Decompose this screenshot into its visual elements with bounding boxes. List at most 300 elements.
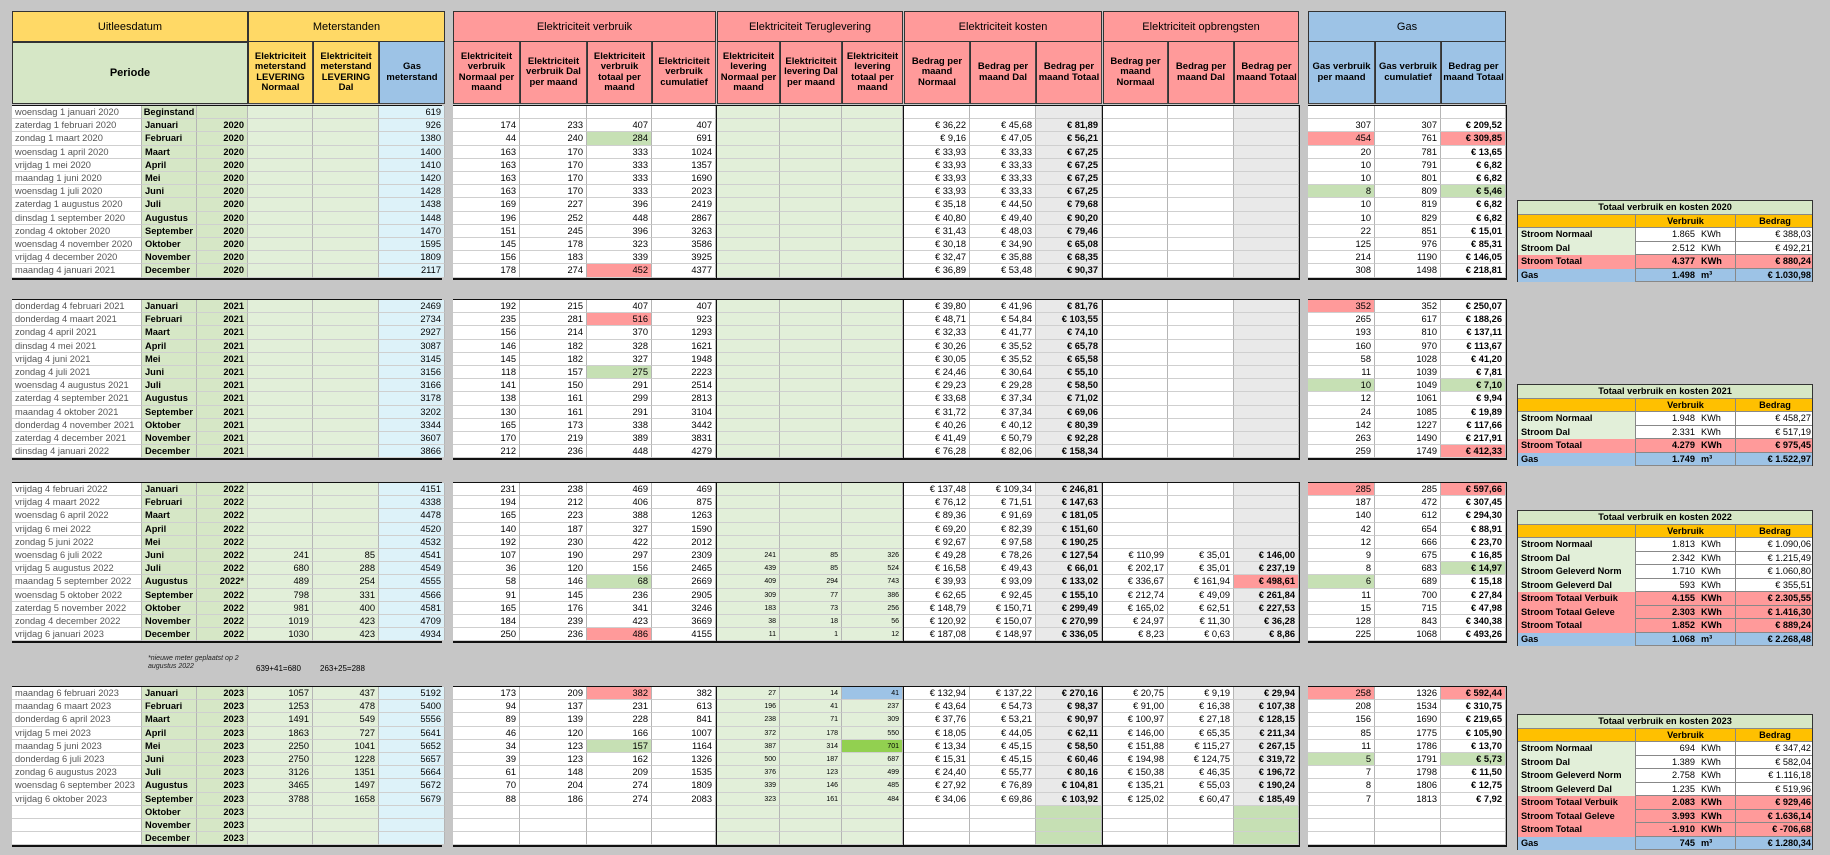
cell-y[interactable]: 2022 — [197, 483, 248, 496]
cell-o0[interactable] — [1103, 483, 1168, 496]
cell-k2[interactable]: € 62,11 — [1036, 727, 1102, 740]
cell-v1[interactable]: 148 — [520, 766, 587, 779]
cell-o1[interactable] — [1168, 326, 1234, 339]
cell-o1[interactable]: € 60,47 — [1168, 793, 1234, 806]
cell-k1[interactable]: € 150,07 — [970, 615, 1036, 628]
cell-dl[interactable] — [313, 340, 379, 353]
cell-o2[interactable]: € 261,84 — [1234, 589, 1299, 602]
cell-k2[interactable]: € 92,28 — [1036, 432, 1102, 445]
cell-v3[interactable]: 1357 — [652, 159, 716, 172]
cell-v0[interactable]: 70 — [453, 779, 520, 792]
cell-v3[interactable]: 2023 — [652, 185, 716, 198]
cell-n[interactable]: 241 — [248, 549, 313, 562]
cell-g0[interactable]: 8 — [1308, 562, 1375, 575]
cell-k1[interactable]: € 148,97 — [970, 628, 1036, 641]
cell-g[interactable]: 5679 — [379, 793, 445, 806]
cell-v2[interactable]: 486 — [587, 628, 652, 641]
cell-v3[interactable]: 923 — [652, 313, 716, 326]
cell-y[interactable]: 2022 — [197, 536, 248, 549]
cell-n[interactable]: 1057 — [248, 687, 313, 700]
cell-v2[interactable]: 422 — [587, 536, 652, 549]
cell-o2[interactable]: € 498,61 — [1234, 575, 1299, 588]
cell-d[interactable]: donderdag 6 april 2023 — [12, 713, 142, 726]
cell-g0[interactable]: 156 — [1308, 713, 1375, 726]
cell-v1[interactable]: 227 — [520, 198, 587, 211]
cell-v0[interactable]: 192 — [453, 300, 520, 313]
cell-y[interactable]: 2023 — [197, 832, 248, 845]
cell-k0[interactable]: € 33,93 — [904, 172, 970, 185]
cell-k1[interactable]: € 150,71 — [970, 602, 1036, 615]
cell-m[interactable]: Juli — [142, 379, 197, 392]
cell-t2[interactable]: 499 — [842, 766, 903, 779]
cell-o1[interactable]: € 124,75 — [1168, 753, 1234, 766]
cell-v3[interactable]: 2514 — [652, 379, 716, 392]
cell-g[interactable]: 3178 — [379, 392, 445, 405]
cell-y[interactable]: 2023 — [197, 727, 248, 740]
cell-k1[interactable] — [970, 832, 1036, 845]
cell-v0[interactable] — [453, 806, 520, 819]
cell-v3[interactable]: 3586 — [652, 238, 716, 251]
cell-v1[interactable]: 190 — [520, 549, 587, 562]
cell-k2[interactable]: € 127,54 — [1036, 549, 1102, 562]
cell-v2[interactable]: 407 — [587, 300, 652, 313]
cell-n[interactable] — [248, 432, 313, 445]
cell-m[interactable]: April — [142, 159, 197, 172]
cell-v0[interactable]: 165 — [453, 509, 520, 522]
cell-g1[interactable]: 1490 — [1375, 432, 1441, 445]
cell-t0[interactable] — [717, 432, 780, 445]
cell-dl[interactable]: 400 — [313, 602, 379, 615]
cell-d[interactable]: zondag 4 juli 2021 — [12, 366, 142, 379]
cell-y[interactable]: 2020 — [197, 159, 248, 172]
cell-o2[interactable] — [1234, 132, 1299, 145]
cell-d[interactable]: dinsdag 4 januari 2022 — [12, 445, 142, 458]
cell-v3[interactable]: 841 — [652, 713, 716, 726]
cell-v2[interactable]: 407 — [587, 119, 652, 132]
cell-v1[interactable]: 157 — [520, 366, 587, 379]
cell-k2[interactable]: € 98,37 — [1036, 700, 1102, 713]
cell-o1[interactable]: € 65,35 — [1168, 727, 1234, 740]
cell-g2[interactable]: € 218,81 — [1441, 264, 1506, 277]
cell-n[interactable] — [248, 238, 313, 251]
cell-d[interactable]: dinsdag 1 september 2020 — [12, 212, 142, 225]
cell-g0[interactable]: 15 — [1308, 602, 1375, 615]
cell-dl[interactable] — [313, 509, 379, 522]
cell-o2[interactable] — [1234, 509, 1299, 522]
cell-o2[interactable]: € 211,34 — [1234, 727, 1299, 740]
cell-v3[interactable]: 2223 — [652, 366, 716, 379]
cell-o2[interactable] — [1234, 119, 1299, 132]
cell-dl[interactable] — [313, 198, 379, 211]
cell-o0[interactable] — [1103, 146, 1168, 159]
cell-t2[interactable] — [842, 392, 903, 405]
cell-v3[interactable]: 1621 — [652, 340, 716, 353]
cell-t2[interactable]: 41 — [842, 687, 903, 700]
cell-g1[interactable]: 1534 — [1375, 700, 1441, 713]
cell-d[interactable]: zondag 4 december 2022 — [12, 615, 142, 628]
cell-g2[interactable]: € 597,66 — [1441, 483, 1506, 496]
cell-dl[interactable]: 331 — [313, 589, 379, 602]
cell-d[interactable]: donderdag 4 februari 2021 — [12, 300, 142, 313]
cell-g2[interactable]: € 27,84 — [1441, 589, 1506, 602]
cell-g1[interactable]: 1798 — [1375, 766, 1441, 779]
cell-k2[interactable]: € 65,58 — [1036, 353, 1102, 366]
cell-v3[interactable] — [652, 106, 716, 119]
cell-g2[interactable]: € 6,82 — [1441, 212, 1506, 225]
cell-v3[interactable]: 1293 — [652, 326, 716, 339]
cell-n[interactable] — [248, 806, 313, 819]
cell-g[interactable]: 5641 — [379, 727, 445, 740]
cell-g[interactable]: 5400 — [379, 700, 445, 713]
cell-t2[interactable] — [842, 523, 903, 536]
cell-d[interactable]: woensdag 6 juli 2022 — [12, 549, 142, 562]
cell-k2[interactable]: € 181,05 — [1036, 509, 1102, 522]
cell-dl[interactable] — [313, 313, 379, 326]
cell-v2[interactable]: 156 — [587, 562, 652, 575]
cell-k2[interactable]: € 147,63 — [1036, 496, 1102, 509]
cell-v2[interactable]: 338 — [587, 419, 652, 432]
cell-g0[interactable]: 24 — [1308, 406, 1375, 419]
cell-g1[interactable]: 1049 — [1375, 379, 1441, 392]
totals-verbruik[interactable]: 2.083 — [1672, 797, 1695, 807]
cell-t2[interactable] — [842, 146, 903, 159]
cell-g1[interactable] — [1375, 832, 1441, 845]
cell-v3[interactable] — [652, 819, 716, 832]
cell-v3[interactable]: 3831 — [652, 432, 716, 445]
cell-dl[interactable] — [313, 536, 379, 549]
cell-t2[interactable] — [842, 832, 903, 845]
cell-m[interactable]: Januari — [142, 687, 197, 700]
cell-n[interactable] — [248, 819, 313, 832]
totals-bedrag[interactable]: € 517,19 — [1775, 426, 1811, 437]
cell-v3[interactable]: 3669 — [652, 615, 716, 628]
cell-d[interactable]: donderdag 4 maart 2021 — [12, 313, 142, 326]
cell-o1[interactable] — [1168, 392, 1234, 405]
cell-t1[interactable] — [780, 496, 842, 509]
cell-t1[interactable] — [780, 366, 842, 379]
totals-bedrag[interactable]: € 1.636,14 — [1767, 810, 1811, 821]
cell-o0[interactable]: € 150,38 — [1103, 766, 1168, 779]
cell-y[interactable]: 2023 — [197, 766, 248, 779]
totals-bedrag[interactable]: € 975,45 — [1775, 440, 1811, 450]
cell-g[interactable]: 3166 — [379, 379, 445, 392]
cell-t2[interactable] — [842, 432, 903, 445]
cell-g0[interactable]: 140 — [1308, 509, 1375, 522]
cell-k0[interactable]: € 15,31 — [904, 753, 970, 766]
cell-v3[interactable]: 2867 — [652, 212, 716, 225]
cell-t2[interactable]: 309 — [842, 713, 903, 726]
cell-t1[interactable] — [780, 406, 842, 419]
cell-v0[interactable]: 138 — [453, 392, 520, 405]
cell-o1[interactable] — [1168, 819, 1234, 832]
cell-k1[interactable]: € 97,58 — [970, 536, 1036, 549]
cell-t2[interactable]: 524 — [842, 562, 903, 575]
cell-o2[interactable]: € 227,53 — [1234, 602, 1299, 615]
cell-k2[interactable] — [1036, 806, 1102, 819]
cell-k2[interactable]: € 56,21 — [1036, 132, 1102, 145]
cell-t1[interactable]: 85 — [780, 562, 842, 575]
cell-k1[interactable]: € 37,34 — [970, 406, 1036, 419]
cell-g[interactable]: 926 — [379, 119, 445, 132]
cell-g2[interactable]: € 16,85 — [1441, 549, 1506, 562]
cell-y[interactable]: 2023 — [197, 819, 248, 832]
cell-n[interactable] — [248, 536, 313, 549]
cell-v2[interactable]: 299 — [587, 392, 652, 405]
cell-k0[interactable]: € 33,93 — [904, 146, 970, 159]
cell-m[interactable]: Juni — [142, 185, 197, 198]
cell-n[interactable]: 981 — [248, 602, 313, 615]
cell-g1[interactable]: 809 — [1375, 185, 1441, 198]
cell-v3[interactable]: 3925 — [652, 251, 716, 264]
cell-y[interactable]: 2020 — [197, 119, 248, 132]
cell-t2[interactable] — [842, 419, 903, 432]
totals-bedrag[interactable]: € 388,03 — [1775, 229, 1811, 239]
cell-t1[interactable] — [780, 225, 842, 238]
cell-o1[interactable]: € 62,51 — [1168, 602, 1234, 615]
totals-bedrag[interactable]: € 582,04 — [1775, 756, 1811, 767]
cell-v0[interactable]: 145 — [453, 353, 520, 366]
totals-bedrag[interactable]: € 1.280,34 — [1767, 837, 1811, 848]
cell-d[interactable]: zondag 4 oktober 2020 — [12, 225, 142, 238]
cell-m[interactable]: November — [142, 432, 197, 445]
cell-k2[interactable]: € 67,25 — [1036, 159, 1102, 172]
cell-v0[interactable]: 146 — [453, 340, 520, 353]
cell-dl[interactable] — [313, 523, 379, 536]
cell-k0[interactable] — [904, 819, 970, 832]
cell-dl[interactable] — [313, 832, 379, 845]
cell-g0[interactable]: 265 — [1308, 313, 1375, 326]
cell-t1[interactable] — [780, 379, 842, 392]
cell-k0[interactable]: € 32,47 — [904, 251, 970, 264]
cell-d[interactable]: donderdag 6 juli 2023 — [12, 753, 142, 766]
cell-g[interactable]: 4934 — [379, 628, 445, 641]
cell-k2[interactable]: € 104,81 — [1036, 779, 1102, 792]
cell-k2[interactable]: € 90,37 — [1036, 264, 1102, 277]
cell-y[interactable]: 2020 — [197, 238, 248, 251]
cell-t2[interactable] — [842, 340, 903, 353]
cell-k2[interactable]: € 151,60 — [1036, 523, 1102, 536]
cell-dl[interactable] — [313, 445, 379, 458]
cell-g0[interactable]: 208 — [1308, 700, 1375, 713]
cell-t2[interactable] — [842, 212, 903, 225]
cell-k2[interactable] — [1036, 832, 1102, 845]
cell-dl[interactable] — [313, 419, 379, 432]
cell-n[interactable] — [248, 172, 313, 185]
cell-o1[interactable]: € 115,27 — [1168, 740, 1234, 753]
cell-g1[interactable]: 617 — [1375, 313, 1441, 326]
cell-o1[interactable] — [1168, 832, 1234, 845]
cell-y[interactable]: 2022 — [197, 509, 248, 522]
cell-m[interactable]: September — [142, 589, 197, 602]
cell-n[interactable] — [248, 264, 313, 277]
cell-k1[interactable]: € 34,90 — [970, 238, 1036, 251]
cell-g2[interactable]: € 15,01 — [1441, 225, 1506, 238]
cell-v2[interactable]: 275 — [587, 366, 652, 379]
cell-m[interactable]: Mei — [142, 740, 197, 753]
cell-t0[interactable] — [717, 406, 780, 419]
cell-k1[interactable]: € 33,33 — [970, 146, 1036, 159]
cell-o0[interactable] — [1103, 406, 1168, 419]
totals-verbruik[interactable]: 2.331 — [1672, 426, 1695, 437]
cell-o0[interactable] — [1103, 132, 1168, 145]
cell-m[interactable]: April — [142, 340, 197, 353]
cell-k2[interactable]: € 67,25 — [1036, 146, 1102, 159]
cell-d[interactable]: woensdag 1 januari 2020 — [12, 106, 142, 119]
cell-t2[interactable] — [842, 483, 903, 496]
cell-g2[interactable]: € 217,91 — [1441, 432, 1506, 445]
cell-v0[interactable]: 169 — [453, 198, 520, 211]
cell-k0[interactable]: € 34,06 — [904, 793, 970, 806]
cell-y[interactable]: 2023 — [197, 713, 248, 726]
cell-m[interactable]: Oktober — [142, 602, 197, 615]
cell-v1[interactable]: 182 — [520, 340, 587, 353]
cell-m[interactable]: Maart — [142, 326, 197, 339]
cell-o2[interactable] — [1234, 340, 1299, 353]
cell-dl[interactable]: 1041 — [313, 740, 379, 753]
cell-g0[interactable]: 85 — [1308, 727, 1375, 740]
cell-v3[interactable]: 1164 — [652, 740, 716, 753]
cell-g[interactable]: 4151 — [379, 483, 445, 496]
cell-v3[interactable]: 1007 — [652, 727, 716, 740]
cell-t2[interactable] — [842, 313, 903, 326]
cell-v1[interactable]: 178 — [520, 238, 587, 251]
cell-o0[interactable]: € 125,02 — [1103, 793, 1168, 806]
cell-y[interactable]: 2021 — [197, 366, 248, 379]
cell-g[interactable]: 4549 — [379, 562, 445, 575]
cell-v1[interactable]: 219 — [520, 432, 587, 445]
cell-y[interactable]: 2021 — [197, 353, 248, 366]
cell-m[interactable]: Februari — [142, 700, 197, 713]
cell-k0[interactable]: € 187,08 — [904, 628, 970, 641]
cell-t1[interactable]: 85 — [780, 549, 842, 562]
cell-g2[interactable]: € 412,33 — [1441, 445, 1506, 458]
cell-d[interactable]: donderdag 4 november 2021 — [12, 419, 142, 432]
cell-o0[interactable] — [1103, 496, 1168, 509]
cell-y[interactable]: 2021 — [197, 300, 248, 313]
cell-k1[interactable]: € 35,88 — [970, 251, 1036, 264]
cell-m[interactable]: September — [142, 406, 197, 419]
cell-v0[interactable]: 165 — [453, 419, 520, 432]
cell-o2[interactable] — [1234, 353, 1299, 366]
cell-v3[interactable]: 2813 — [652, 392, 716, 405]
cell-t2[interactable] — [842, 326, 903, 339]
cell-t1[interactable] — [780, 238, 842, 251]
cell-y[interactable]: 2022 — [197, 523, 248, 536]
cell-g1[interactable]: 843 — [1375, 615, 1441, 628]
cell-m[interactable]: December — [142, 628, 197, 641]
totals-bedrag[interactable]: € 355,51 — [1775, 579, 1811, 590]
cell-v3[interactable]: 875 — [652, 496, 716, 509]
cell-t1[interactable]: 314 — [780, 740, 842, 753]
cell-v3[interactable]: 2905 — [652, 589, 716, 602]
cell-y[interactable]: 2023 — [197, 793, 248, 806]
cell-g[interactable] — [379, 832, 445, 845]
cell-o2[interactable]: € 36,28 — [1234, 615, 1299, 628]
cell-g1[interactable] — [1375, 106, 1441, 119]
cell-t0[interactable] — [717, 106, 780, 119]
cell-o0[interactable]: € 202,17 — [1103, 562, 1168, 575]
cell-o1[interactable] — [1168, 172, 1234, 185]
cell-g1[interactable]: 683 — [1375, 562, 1441, 575]
cell-v3[interactable]: 2012 — [652, 536, 716, 549]
cell-k0[interactable]: € 33,68 — [904, 392, 970, 405]
cell-y[interactable] — [197, 106, 248, 119]
cell-v1[interactable] — [520, 106, 587, 119]
cell-g[interactable]: 2734 — [379, 313, 445, 326]
cell-o0[interactable] — [1103, 353, 1168, 366]
cell-t0[interactable] — [717, 119, 780, 132]
cell-g0[interactable]: 22 — [1308, 225, 1375, 238]
cell-t1[interactable] — [780, 313, 842, 326]
cell-y[interactable]: 2020 — [197, 212, 248, 225]
cell-k1[interactable]: € 54,73 — [970, 700, 1036, 713]
cell-t0[interactable]: 241 — [717, 549, 780, 562]
cell-k1[interactable]: € 55,77 — [970, 766, 1036, 779]
cell-g[interactable]: 5192 — [379, 687, 445, 700]
cell-y[interactable]: 2023 — [197, 753, 248, 766]
cell-t1[interactable]: 178 — [780, 727, 842, 740]
cell-g0[interactable]: 20 — [1308, 146, 1375, 159]
cell-dl[interactable] — [313, 264, 379, 277]
cell-d[interactable]: zondag 1 maart 2020 — [12, 132, 142, 145]
cell-g2[interactable]: € 146,05 — [1441, 251, 1506, 264]
cell-g0[interactable]: 128 — [1308, 615, 1375, 628]
cell-k2[interactable]: € 60,46 — [1036, 753, 1102, 766]
cell-dl[interactable] — [313, 251, 379, 264]
cell-t0[interactable]: 339 — [717, 779, 780, 792]
cell-t1[interactable]: 41 — [780, 700, 842, 713]
cell-o2[interactable]: € 29,94 — [1234, 687, 1299, 700]
cell-d[interactable]: zondag 6 augustus 2023 — [12, 766, 142, 779]
cell-g0[interactable]: 8 — [1308, 185, 1375, 198]
cell-m[interactable]: Oktober — [142, 419, 197, 432]
cell-t2[interactable]: 550 — [842, 727, 903, 740]
totals-bedrag[interactable]: € 2.305,55 — [1767, 593, 1811, 603]
cell-k0[interactable]: € 18,05 — [904, 727, 970, 740]
cell-g2[interactable]: € 23,70 — [1441, 536, 1506, 549]
cell-g[interactable]: 4566 — [379, 589, 445, 602]
totals-bedrag[interactable]: € -706,68 — [1772, 824, 1811, 834]
cell-k0[interactable] — [904, 106, 970, 119]
cell-n[interactable] — [248, 225, 313, 238]
cell-g2[interactable] — [1441, 832, 1506, 845]
cell-n[interactable]: 1491 — [248, 713, 313, 726]
cell-g2[interactable]: € 188,26 — [1441, 313, 1506, 326]
cell-k0[interactable]: € 29,23 — [904, 379, 970, 392]
cell-y[interactable]: 2021 — [197, 432, 248, 445]
cell-v2[interactable]: 228 — [587, 713, 652, 726]
cell-v0[interactable]: 34 — [453, 740, 520, 753]
cell-t0[interactable] — [717, 523, 780, 536]
cell-g[interactable]: 3087 — [379, 340, 445, 353]
cell-m[interactable]: Januari — [142, 300, 197, 313]
cell-g1[interactable]: 976 — [1375, 238, 1441, 251]
cell-t1[interactable]: 161 — [780, 793, 842, 806]
cell-k1[interactable]: € 91,69 — [970, 509, 1036, 522]
cell-d[interactable]: vrijdag 6 oktober 2023 — [12, 793, 142, 806]
cell-o2[interactable] — [1234, 313, 1299, 326]
cell-v3[interactable]: 2309 — [652, 549, 716, 562]
cell-v2[interactable]: 231 — [587, 700, 652, 713]
cell-g[interactable] — [379, 819, 445, 832]
cell-v1[interactable]: 123 — [520, 753, 587, 766]
cell-t0[interactable] — [717, 185, 780, 198]
cell-o0[interactable] — [1103, 300, 1168, 313]
cell-k0[interactable]: € 137,48 — [904, 483, 970, 496]
cell-t2[interactable] — [842, 509, 903, 522]
cell-n[interactable]: 2250 — [248, 740, 313, 753]
cell-t1[interactable] — [780, 832, 842, 845]
